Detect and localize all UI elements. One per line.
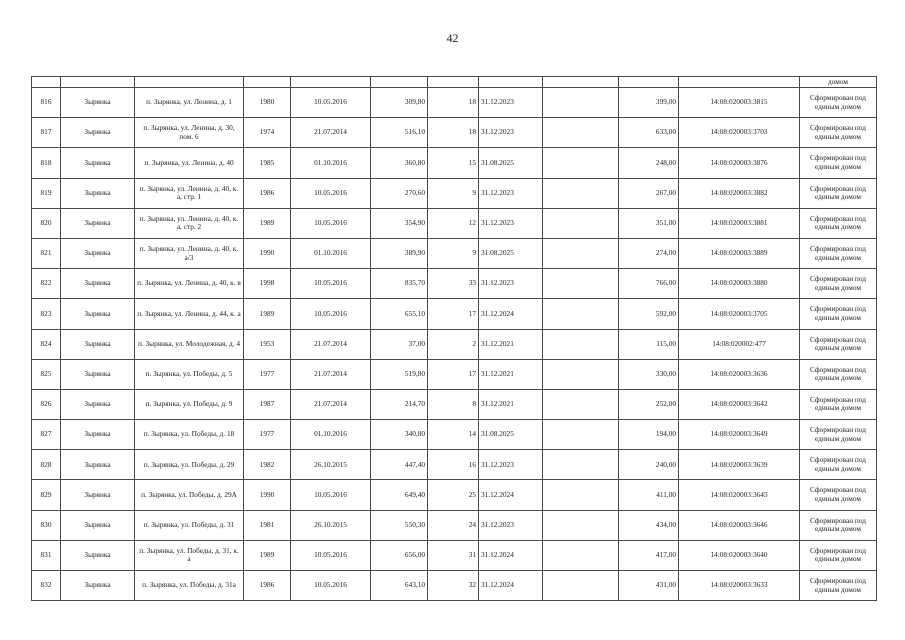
count-cell: 16 [428, 450, 479, 480]
empty-cell [543, 269, 619, 299]
date-cell: 21.07.2014 [291, 329, 371, 359]
deadline-cell: 31.12.2021 [479, 389, 543, 419]
empty-cell [543, 77, 619, 88]
amount-cell: 330,00 [619, 359, 679, 389]
empty-cell [479, 77, 543, 88]
row-number-cell: 825 [32, 359, 61, 389]
table-row [32, 540, 877, 570]
deadline-cell: 31.12.2021 [479, 359, 543, 389]
address-cell: п. Зырянка, ул. Ленина, д. 1 [135, 88, 244, 118]
table-row [32, 420, 877, 450]
deadline-cell: 31.08.2025 [479, 148, 543, 178]
date-cell: 26.10.2015 [291, 450, 371, 480]
cadastral-number-cell: 14:08:020003:3633 [679, 571, 800, 601]
deadline-cell: 31.12.2024 [479, 571, 543, 601]
build-year-cell: 1986 [244, 571, 291, 601]
count-cell: 14 [428, 420, 479, 450]
count-cell: 8 [428, 389, 479, 419]
deadline-cell: 31.12.2023 [479, 118, 543, 148]
area-cell: 519,80 [371, 359, 428, 389]
locality-cell: Зырянка [61, 269, 135, 299]
status-cell: Сформирован под единым домом [800, 420, 877, 450]
locality-cell: Зырянка [61, 450, 135, 480]
cadastral-number-cell: 14:08:020003:3646 [679, 510, 800, 540]
area-cell: 656,00 [371, 540, 428, 570]
amount-cell: 766,00 [619, 269, 679, 299]
amount-cell: 248,00 [619, 148, 679, 178]
build-year-cell: 1974 [244, 118, 291, 148]
row-number-cell: 823 [32, 299, 61, 329]
deadline-cell: 31.12.2023 [479, 178, 543, 208]
empty-cell [619, 77, 679, 88]
amount-cell: 411,00 [619, 480, 679, 510]
row-number-cell: 818 [32, 148, 61, 178]
address-cell: п. Зырянка, ул. Ленина, д. 40, к. в [135, 269, 244, 299]
count-cell: 17 [428, 359, 479, 389]
table-row [32, 299, 877, 329]
address-cell: п. Зырянка, ул. Ленина, д. 40, к. а, стр. 2 [135, 208, 244, 238]
empty-cell [244, 77, 291, 88]
area-cell: 655,10 [371, 299, 428, 329]
cadastral-number-cell: 14:08:020002:477 [679, 329, 800, 359]
build-year-cell: 1977 [244, 359, 291, 389]
continuation-row [32, 77, 877, 88]
amount-cell: 417,00 [619, 540, 679, 570]
address-cell: п. Зырянка, ул. Ленина, д. 30, пом. 6 [135, 118, 244, 148]
deadline-cell: 31.12.2024 [479, 480, 543, 510]
locality-cell: Зырянка [61, 389, 135, 419]
locality-cell: Зырянка [61, 329, 135, 359]
empty-cell [543, 359, 619, 389]
area-cell: 37,00 [371, 329, 428, 359]
count-cell: 31 [428, 540, 479, 570]
count-cell: 18 [428, 88, 479, 118]
address-cell: п. Зырянка, ул. Ленина, д. 40, к. а/3 [135, 238, 244, 268]
count-cell: 25 [428, 480, 479, 510]
build-year-cell: 1989 [244, 208, 291, 238]
status-cell: Сформирован под единым домом [800, 148, 877, 178]
empty-cell [32, 77, 61, 88]
build-year-cell: 1986 [244, 178, 291, 208]
row-number-cell: 831 [32, 540, 61, 570]
row-number-cell: 824 [32, 329, 61, 359]
empty-cell [135, 77, 244, 88]
amount-cell: 115,00 [619, 329, 679, 359]
address-cell: п. Зырянка, ул. Победы, д. 29 [135, 450, 244, 480]
amount-cell: 592,00 [619, 299, 679, 329]
locality-cell: Зырянка [61, 420, 135, 450]
deadline-cell: 31.08.2025 [479, 420, 543, 450]
deadline-cell: 31.12.2023 [479, 450, 543, 480]
locality-cell: Зырянка [61, 88, 135, 118]
area-cell: 447,40 [371, 450, 428, 480]
amount-cell: 274,00 [619, 238, 679, 268]
date-cell: 21.07.2014 [291, 359, 371, 389]
status-cell: Сформирован под единым домом [800, 359, 877, 389]
deadline-cell: 31.12.2021 [479, 329, 543, 359]
address-cell: п. Зырянка, ул. Молодежная, д. 4 [135, 329, 244, 359]
amount-cell: 434,00 [619, 510, 679, 540]
address-cell: п. Зырянка, ул. Ленина, д. 40, к. а, стр. 1 [135, 178, 244, 208]
table-row [32, 148, 877, 178]
date-cell: 10.05.2016 [291, 269, 371, 299]
row-number-cell: 832 [32, 571, 61, 601]
date-cell: 10.05.2016 [291, 208, 371, 238]
empty-cell [61, 77, 135, 88]
row-number-cell: 821 [32, 238, 61, 268]
table-row [32, 208, 877, 238]
build-year-cell: 1982 [244, 450, 291, 480]
table-row [32, 118, 877, 148]
status-cell: Сформирован под единым домом [800, 238, 877, 268]
amount-cell: 267,00 [619, 178, 679, 208]
empty-cell [543, 329, 619, 359]
address-cell: п. Зырянка, ул. Победы, д. 5 [135, 359, 244, 389]
date-cell: 10.05.2016 [291, 88, 371, 118]
area-cell: 835,70 [371, 269, 428, 299]
row-number-cell: 819 [32, 178, 61, 208]
amount-cell: 240,00 [619, 450, 679, 480]
cadastral-number-cell: 14:08:020003:3705 [679, 299, 800, 329]
empty-cell [543, 389, 619, 419]
empty-cell [543, 148, 619, 178]
amount-cell: 252,00 [619, 389, 679, 419]
table-row [32, 480, 877, 510]
locality-cell: Зырянка [61, 178, 135, 208]
count-cell: 12 [428, 208, 479, 238]
area-cell: 309,80 [371, 88, 428, 118]
area-cell: 550,30 [371, 510, 428, 540]
table-row [32, 88, 877, 118]
table-row [32, 571, 877, 601]
status-cell: Сформирован под единым домом [800, 88, 877, 118]
address-cell: п. Зырянка, ул. Победы, д. 31 [135, 510, 244, 540]
empty-cell [543, 571, 619, 601]
cadastral-number-cell: 14:08:020003:3649 [679, 420, 800, 450]
locality-cell: Зырянка [61, 480, 135, 510]
locality-cell: Зырянка [61, 118, 135, 148]
deadline-cell: 31.12.2023 [479, 269, 543, 299]
build-year-cell: 1977 [244, 420, 291, 450]
area-cell: 643,10 [371, 571, 428, 601]
address-cell: п. Зырянка, ул. Ленина, д. 44, к. а [135, 299, 244, 329]
build-year-cell: 1989 [244, 540, 291, 570]
deadline-cell: 31.12.2024 [479, 299, 543, 329]
date-cell: 01.10.2016 [291, 420, 371, 450]
empty-cell [543, 420, 619, 450]
empty-cell [543, 238, 619, 268]
deadline-cell: 31.12.2023 [479, 88, 543, 118]
locality-cell: Зырянка [61, 359, 135, 389]
cadastral-number-cell: 14:08:020003:3882 [679, 178, 800, 208]
housing-register-table [31, 76, 877, 601]
table-row [32, 359, 877, 389]
address-cell: п. Зырянка, ул. Ленина, д. 40 [135, 148, 244, 178]
table-body [32, 77, 877, 601]
empty-cell [543, 208, 619, 238]
table-row [32, 178, 877, 208]
area-cell: 340,80 [371, 420, 428, 450]
count-cell: 9 [428, 178, 479, 208]
empty-cell [543, 540, 619, 570]
deadline-cell: 31.12.2024 [479, 540, 543, 570]
date-cell: 10.05.2016 [291, 540, 371, 570]
count-cell: 2 [428, 329, 479, 359]
row-number-cell: 830 [32, 510, 61, 540]
locality-cell: Зырянка [61, 148, 135, 178]
deadline-cell: 31.12.2023 [479, 510, 543, 540]
cadastral-number-cell: 14:08:020003:3640 [679, 540, 800, 570]
status-cell: Сформирован под единым домом [800, 269, 877, 299]
empty-cell [428, 77, 479, 88]
build-year-cell: 1990 [244, 238, 291, 268]
area-cell: 389,90 [371, 238, 428, 268]
empty-cell [543, 450, 619, 480]
empty-cell [543, 88, 619, 118]
amount-cell: 633,00 [619, 118, 679, 148]
area-cell: 214,70 [371, 389, 428, 419]
row-number-cell: 826 [32, 389, 61, 419]
count-cell: 18 [428, 118, 479, 148]
build-year-cell: 1987 [244, 389, 291, 419]
date-cell: 10.05.2016 [291, 299, 371, 329]
area-cell: 516,10 [371, 118, 428, 148]
status-cell: Сформирован под единым домом [800, 178, 877, 208]
amount-cell: 351,00 [619, 208, 679, 238]
cadastral-number-cell: 14:08:020003:3881 [679, 208, 800, 238]
build-year-cell: 1989 [244, 299, 291, 329]
locality-cell: Зырянка [61, 299, 135, 329]
empty-cell [371, 77, 428, 88]
count-cell: 9 [428, 238, 479, 268]
continuation-status-cell: домом [800, 77, 877, 88]
build-year-cell: 1985 [244, 148, 291, 178]
row-number-cell: 816 [32, 88, 61, 118]
cadastral-number-cell: 14:08:020003:3636 [679, 359, 800, 389]
address-cell: п. Зырянка, ул. Победы, д. 29А [135, 480, 244, 510]
row-number-cell: 829 [32, 480, 61, 510]
count-cell: 15 [428, 148, 479, 178]
status-cell: Сформирован под единым домом [800, 480, 877, 510]
count-cell: 33 [428, 269, 479, 299]
table-row [32, 238, 877, 268]
empty-cell [679, 77, 800, 88]
locality-cell: Зырянка [61, 208, 135, 238]
area-cell: 270,60 [371, 178, 428, 208]
locality-cell: Зырянка [61, 510, 135, 540]
table-row [32, 329, 877, 359]
status-cell: Сформирован под единым домом [800, 389, 877, 419]
empty-cell [543, 480, 619, 510]
empty-cell [543, 178, 619, 208]
cadastral-number-cell: 14:08:020003:3880 [679, 269, 800, 299]
row-number-cell: 828 [32, 450, 61, 480]
cadastral-number-cell: 14:08:020003:3703 [679, 118, 800, 148]
locality-cell: Зырянка [61, 571, 135, 601]
build-year-cell: 1990 [244, 480, 291, 510]
row-number-cell: 820 [32, 208, 61, 238]
status-cell: Сформирован под единым домом [800, 299, 877, 329]
build-year-cell: 1980 [244, 88, 291, 118]
address-cell: п. Зырянка, ул. Победы, д. 31а [135, 571, 244, 601]
row-number-cell: 817 [32, 118, 61, 148]
area-cell: 649,40 [371, 480, 428, 510]
date-cell: 10.05.2016 [291, 571, 371, 601]
date-cell: 10.05.2016 [291, 178, 371, 208]
date-cell: 10.05.2016 [291, 480, 371, 510]
status-cell: Сформирован под единым домом [800, 118, 877, 148]
table-row [32, 269, 877, 299]
count-cell: 24 [428, 510, 479, 540]
address-cell: п. Зырянка, ул. Победы, д. 31, к. а [135, 540, 244, 570]
table-row [32, 450, 877, 480]
date-cell: 21.07.2014 [291, 389, 371, 419]
empty-cell [543, 299, 619, 329]
table-row [32, 389, 877, 419]
deadline-cell: 31.12.2023 [479, 208, 543, 238]
cadastral-number-cell: 14:08:020003:3815 [679, 88, 800, 118]
empty-cell [543, 118, 619, 148]
locality-cell: Зырянка [61, 238, 135, 268]
area-cell: 354,90 [371, 208, 428, 238]
address-cell: п. Зырянка, ул. Победы, д. 9 [135, 389, 244, 419]
status-cell: Сформирован под единым домом [800, 329, 877, 359]
area-cell: 360,80 [371, 148, 428, 178]
cadastral-number-cell: 14:08:020003:3876 [679, 148, 800, 178]
page-number: 42 [446, 31, 459, 45]
date-cell: 26.10.2015 [291, 510, 371, 540]
row-number-cell: 822 [32, 269, 61, 299]
status-cell: Сформирован под единым домом [800, 540, 877, 570]
build-year-cell: 1981 [244, 510, 291, 540]
amount-cell: 431,00 [619, 571, 679, 601]
amount-cell: 194,00 [619, 420, 679, 450]
cadastral-number-cell: 14:08:020003:3639 [679, 450, 800, 480]
date-cell: 21.07.2014 [291, 118, 371, 148]
count-cell: 32 [428, 571, 479, 601]
date-cell: 01.10.2016 [291, 238, 371, 268]
build-year-cell: 1953 [244, 329, 291, 359]
cadastral-number-cell: 14:08:020003:3642 [679, 389, 800, 419]
empty-cell [543, 510, 619, 540]
row-number-cell: 827 [32, 420, 61, 450]
cadastral-number-cell: 14:08:020003:3889 [679, 238, 800, 268]
empty-cell [291, 77, 371, 88]
status-cell: Сформирован под единым домом [800, 208, 877, 238]
locality-cell: Зырянка [61, 540, 135, 570]
cadastral-number-cell: 14:08:020003:3645 [679, 480, 800, 510]
deadline-cell: 31.08.2025 [479, 238, 543, 268]
status-cell: Сформирован под единым домом [800, 450, 877, 480]
amount-cell: 399,00 [619, 88, 679, 118]
address-cell: п. Зырянка, ул. Победы, д. 18 [135, 420, 244, 450]
count-cell: 17 [428, 299, 479, 329]
status-cell: Сформирован под единым домом [800, 510, 877, 540]
date-cell: 01.10.2016 [291, 148, 371, 178]
status-cell: Сформирован под единым домом [800, 571, 877, 601]
build-year-cell: 1998 [244, 269, 291, 299]
table-row [32, 510, 877, 540]
